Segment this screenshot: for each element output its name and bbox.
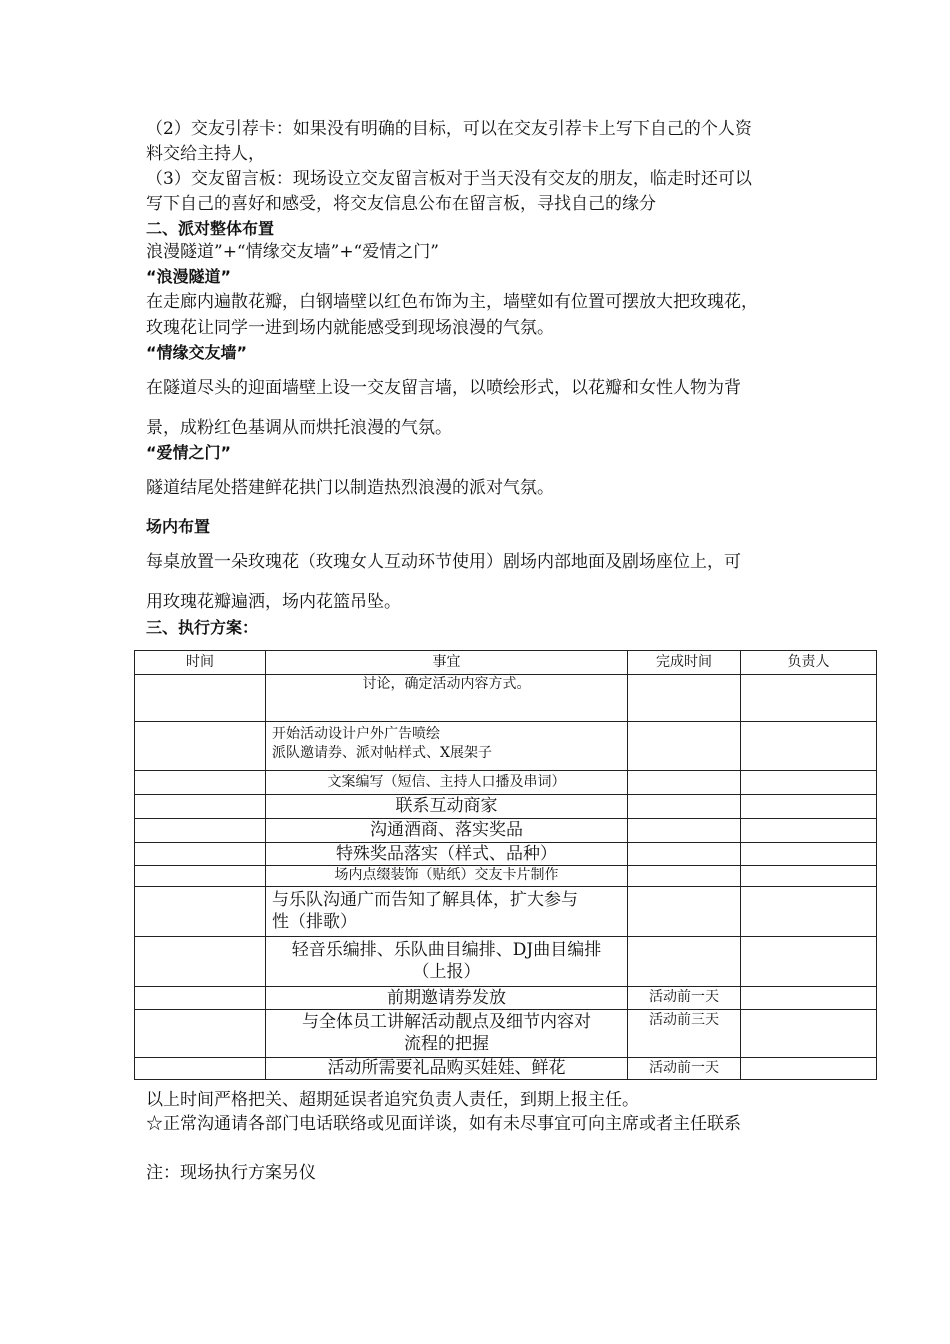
cell-time <box>135 675 266 722</box>
cell-done-time: 活动前一天 <box>628 1058 741 1080</box>
cell-time <box>135 987 266 1010</box>
cell-item <box>266 675 628 722</box>
cell-owner <box>741 1058 877 1080</box>
cell-done-time: 活动前一天 <box>628 987 741 1010</box>
header-item: 事宜 <box>266 651 628 675</box>
cell-time <box>135 866 266 887</box>
cell-done-time <box>628 722 741 771</box>
item-text: 沟通酒商、落实奖品 <box>370 820 523 840</box>
cell-time <box>135 722 266 771</box>
cell-done-time <box>628 866 741 887</box>
item-text: 场内点缀装饰（贴纸）交友卡片制作 <box>334 867 559 883</box>
cell-owner <box>741 675 877 722</box>
table-row <box>135 722 877 771</box>
item-text-line2: 流程的把握 <box>404 1034 489 1054</box>
cell-owner <box>741 843 877 866</box>
item-text: 特殊奖品落实（样式、品种） <box>336 844 557 864</box>
communication-note: ☆正常沟通请各部门电话联络或见面详谈，如有未尽事宜可向主席或者主任联系 <box>146 1114 741 1134</box>
cell-owner <box>741 887 877 937</box>
cell-item <box>266 987 628 1010</box>
cell-time <box>135 819 266 843</box>
cell-owner <box>741 937 877 987</box>
cell-done-time <box>628 887 741 937</box>
cell-owner <box>741 771 877 795</box>
cell-item <box>266 843 628 866</box>
gate-text: 隧道结尾处搭建鲜花拱门以制造热烈浪漫的派对气氛。 <box>146 478 554 498</box>
cell-owner <box>741 819 877 843</box>
table-row <box>135 795 877 819</box>
cell-item <box>266 1010 628 1058</box>
cell-item <box>266 771 628 795</box>
paragraph-message-board-1: （3）交友留言板：现场设立交友留言板对于当天没有交友的朋友，临走时还可以 <box>146 169 752 189</box>
item-text: 前期邀请券发放 <box>387 988 506 1008</box>
wall-text-1: 在隧道尽头的迎面墙壁上设一交友留言墙，以喷绘形式，以花瓣和女性人物为背 <box>146 378 741 398</box>
header-done-time: 完成时间 <box>628 651 741 675</box>
wall-text-2: 景，成粉红色基调从而烘托浪漫的气氛。 <box>146 418 452 438</box>
footnote: 注：现场执行方案另仪 <box>146 1163 316 1183</box>
cell-item <box>266 937 628 987</box>
cell-time <box>135 1010 266 1058</box>
table-row <box>135 937 877 987</box>
item-text-line2: 派队邀请券、派对帖样式、X展架子 <box>272 745 492 761</box>
item-text: 文案编写（短信、主持人口播及串词） <box>327 774 566 790</box>
table-row <box>135 675 877 722</box>
item-text: 轻音乐编排、乐队曲目编排、DJ曲目编排 <box>291 940 602 960</box>
cell-owner <box>741 866 877 887</box>
cell-owner <box>741 1010 877 1058</box>
item-text: 联系互动商家 <box>395 796 498 816</box>
tunnel-text-2: 玫瑰花让同学一进到场内就能感受到现场浪漫的气氛。 <box>146 318 554 338</box>
table-row <box>135 843 877 866</box>
tunnel-text-1: 在走廊内遍散花瓣，白钢墙壁以红色布饰为主，墙壁如有位置可摆放大把玫瑰花， <box>146 292 758 312</box>
heading-venue-layout: 场内布置 <box>146 517 211 536</box>
table-row <box>135 819 877 843</box>
section-heading-layout: 二、派对整体布置 <box>146 219 275 238</box>
cell-done-time <box>628 795 741 819</box>
item-text-line2: 性（排歌） <box>272 912 357 932</box>
venue-text-2: 用玫瑰花瓣遍洒，场内花篮吊坠。 <box>146 592 401 612</box>
cell-owner <box>741 722 877 771</box>
paragraph-referral-card-2: 料交给主持人， <box>146 144 265 164</box>
deadline-note: 以上时间严格把关、超期延误者追究负责人责任，到期上报主任。 <box>146 1090 639 1110</box>
cell-item <box>266 819 628 843</box>
paragraph-message-board-2: 写下自己的喜好和感受，将交友信息公布在留言板，寻找自己的缘分 <box>146 194 656 214</box>
cell-done-time <box>628 937 741 987</box>
table-row <box>135 771 877 795</box>
cell-time <box>135 771 266 795</box>
table-row <box>135 1010 877 1058</box>
paragraph-referral-card-1: （2）交友引荐卡：如果没有明确的目标，可以在交友引荐卡上写下自己的个人资 <box>146 119 752 139</box>
cell-done-time <box>628 675 741 722</box>
cell-done-time: 活动前三天 <box>628 1010 741 1058</box>
item-text: 与乐队沟通广而告知了解具体，扩大参与 <box>272 890 578 910</box>
item-text: 开始活动设计户外广告喷绘 <box>272 726 440 742</box>
item-text: 活动所需要礼品购买娃娃、鲜花 <box>327 1058 566 1078</box>
table-row <box>135 1058 877 1080</box>
table-row <box>135 987 877 1010</box>
cell-done-time <box>628 819 741 843</box>
item-text-line2: （上报） <box>412 962 481 982</box>
cell-time <box>135 843 266 866</box>
item-text: 讨论，确定活动内容方式。 <box>362 676 531 692</box>
cell-item <box>266 795 628 819</box>
cell-item <box>266 1058 628 1080</box>
table-row <box>135 866 877 887</box>
cell-time <box>135 937 266 987</box>
heading-love-gate: “爱情之门” <box>146 443 232 462</box>
venue-text-1: 每桌放置一朵玫瑰花（玫瑰女人互动环节使用）剧场内部地面及剧场座位上，可 <box>146 552 741 572</box>
cell-done-time <box>628 843 741 866</box>
heading-romantic-tunnel: “浪漫隧道” <box>146 267 232 286</box>
header-owner: 负责人 <box>741 651 877 675</box>
section-heading-execution: 三、执行方案： <box>146 618 259 637</box>
cell-item <box>266 887 628 937</box>
header-time: 时间 <box>135 651 266 675</box>
cell-done-time <box>628 771 741 795</box>
cell-item <box>266 866 628 887</box>
execution-plan-table <box>134 650 877 1080</box>
heading-friendship-wall: “情缘交友墙” <box>146 343 248 362</box>
table-header-row <box>135 651 877 675</box>
cell-owner <box>741 987 877 1010</box>
cell-time <box>135 795 266 819</box>
cell-item <box>266 722 628 771</box>
item-text: 与全体员工讲解活动靓点及细节内容对 <box>302 1012 591 1032</box>
layout-overview: 浪漫隧道”+“情缘交友墙”+“爱情之门” <box>146 242 439 262</box>
cell-time <box>135 1058 266 1080</box>
cell-time <box>135 887 266 937</box>
cell-owner <box>741 795 877 819</box>
table-row <box>135 887 877 937</box>
